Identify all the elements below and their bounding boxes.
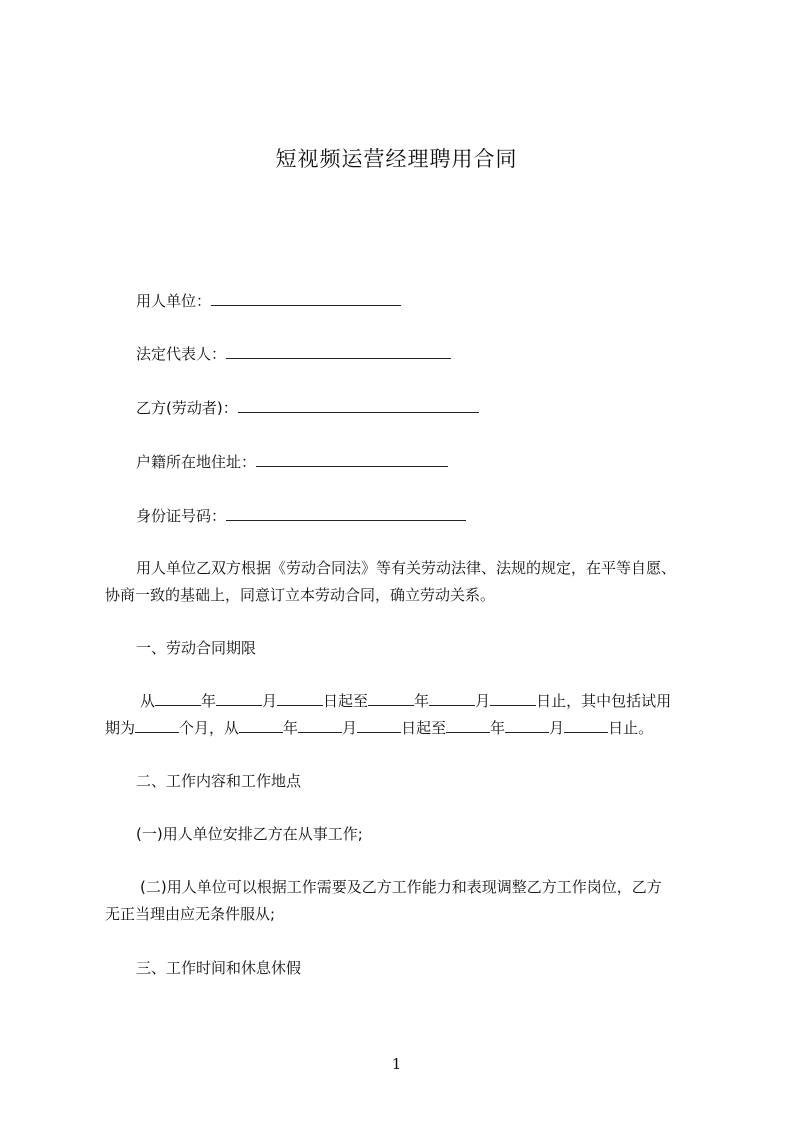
probation-months-from: 个月，从 [179,719,240,737]
end-day-blank [490,691,536,706]
term-from: 从 [140,692,156,710]
field-household-address-label: 户籍所在地住址： [136,453,257,471]
field-party-b [136,398,479,418]
start-year-blank [155,691,201,706]
term-year-label: 年 [201,692,217,710]
probation-months-blank [135,718,179,733]
page-number: 1 [391,1055,402,1073]
start-month-blank [216,691,262,706]
probation-end-day-blank [564,718,608,733]
section3-heading: 三、工作时间和休息休假 [136,959,302,977]
legal-rep-blank [226,344,451,359]
probation-prefix: 期为 [105,719,136,737]
term-end-month-label: 月 [475,692,491,710]
probation-year-label: 年 [283,719,299,737]
probation-day-end: 日止。 [608,719,654,737]
field-employer-label: 用人单位： [136,292,212,310]
employer-blank [211,291,401,306]
probation-month-label: 月 [342,719,358,737]
term-day-end-include: 日止，其中包括试用 [536,692,672,710]
field-party-b-label: 乙方(劳动者)： [136,399,238,417]
probation-start-day-blank [357,718,401,733]
field-legal-rep-label: 法定代表人： [136,345,227,363]
household-address-blank [256,452,448,467]
probation-end-month-label: 月 [549,719,565,737]
start-day-blank [277,691,323,706]
intro-line-2: 协商一致的基础上，同意订立本劳动合同，确立劳动关系。 [105,586,496,604]
section2-heading: 二、工作内容和工作地点 [136,772,302,790]
section2-item-2-line-2: 无正当理由应无条件服从; [105,905,276,923]
field-id-number [136,506,466,526]
end-year-blank [368,691,414,706]
end-month-blank [429,691,475,706]
field-legal-rep [136,344,451,364]
term-day-from-to: 日起至 [323,692,369,710]
field-household-address [136,452,448,472]
term-end-year-label: 年 [414,692,430,710]
probation-start-month-blank [298,718,342,733]
party-b-blank [238,398,479,413]
section1-heading: 一、劳动合同期限 [136,639,257,657]
contract-term-line-2 [105,718,653,738]
term-month-label: 月 [262,692,278,710]
intro-line-1: 用人单位乙双方根据《劳动合同法》等有关劳动法律、法规的规定，在平等自愿、 [136,559,677,577]
probation-day-from-to: 日起至 [401,719,447,737]
probation-end-month-blank [505,718,549,733]
section2-item-2-line-1: (二)用人单位可以根据工作需要及乙方工作能力和表现调整乙方工作岗位，乙方 [140,878,662,896]
field-employer [136,291,401,311]
probation-end-year-label: 年 [490,719,506,737]
section2-item-1: (一)用人单位安排乙方在从事工作; [136,825,363,843]
contract-term-line-1 [140,691,671,711]
field-id-number-label: 身份证号码： [136,507,227,525]
probation-start-year-blank [239,718,283,733]
document-title: 短视频运营经理聘用合同 [275,147,518,171]
id-number-blank [226,506,466,521]
probation-end-year-blank [446,718,490,733]
